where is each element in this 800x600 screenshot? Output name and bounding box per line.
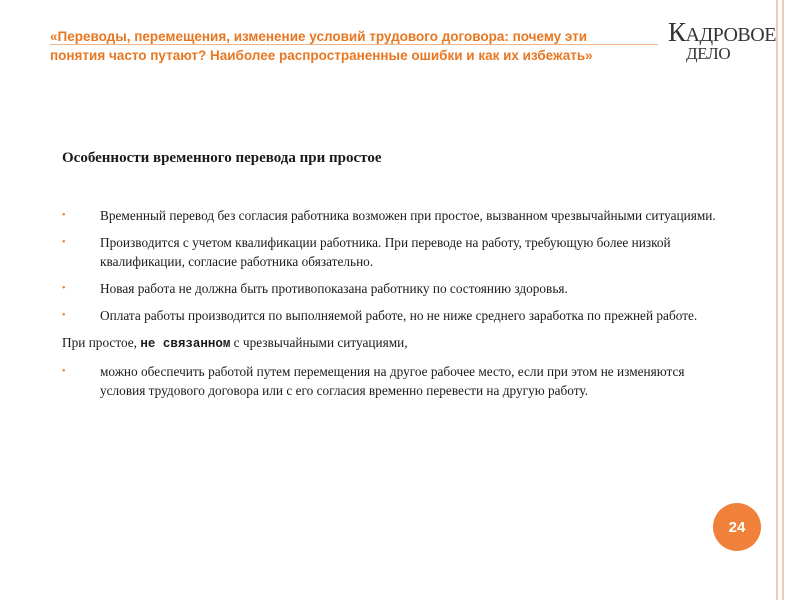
paragraph-before: При простое, xyxy=(62,335,141,350)
bullet-list-2 xyxy=(62,362,722,400)
logo-first-letter: К xyxy=(668,17,686,47)
list-item xyxy=(62,362,722,400)
bullet-icon: • xyxy=(62,237,66,248)
logo-line2: ДЕЛО xyxy=(686,44,731,63)
right-edge-line-inner xyxy=(782,0,784,600)
list-item-text: можно обеспечить работой путем перемещения на другое рабочее место, если при этом не изменяются условия трудового договора или с его согласия временно перевести на другую работу. xyxy=(100,364,685,398)
slide-title xyxy=(50,27,650,65)
logo-line1-rest: АДРОВОЕ xyxy=(685,24,776,46)
list-item xyxy=(62,279,722,298)
list-item-text: Производится с учетом квалификации работника. При переводе на работу, требующую более низкой квалификации, согласие работника обязательно. xyxy=(100,235,671,269)
list-item-text: Новая работа не должна быть противопоказана работнику по состоянию здоровья. xyxy=(100,281,568,296)
list-item-text: Временный перевод без согласия работника возможен при простое, вызванном чрезвычайными ситуациями. xyxy=(100,208,716,223)
paragraph xyxy=(62,333,722,354)
kadrovoe-delo-logo xyxy=(668,17,776,63)
page-number-badge: 24 xyxy=(713,503,761,551)
list-item-text: Оплата работы производится по выполняемой работе, но не ниже среднего заработка по прежней работе. xyxy=(100,308,698,323)
bullet-list xyxy=(62,206,722,325)
bullet-icon: • xyxy=(62,283,66,294)
right-edge-line xyxy=(776,0,778,600)
slide-title-line2: понятия часто путают? Наиболее распространенные ошибки и как их избежать» xyxy=(50,48,593,63)
title-underline xyxy=(50,44,658,45)
list-item xyxy=(62,206,722,225)
slide-title-line1: «Переводы, перемещения, изменение условий трудового договора: почему эти xyxy=(50,29,588,44)
bullet-icon: • xyxy=(62,310,66,321)
section-heading: Особенности временного перевода при простое xyxy=(62,150,382,166)
bullet-icon: • xyxy=(62,210,66,221)
logo-line1 xyxy=(668,17,776,47)
list-item xyxy=(62,306,722,325)
slide-content xyxy=(62,206,722,408)
list-item xyxy=(62,233,722,271)
paragraph-emphasis: не связанном xyxy=(140,337,231,351)
bullet-icon: • xyxy=(62,366,66,377)
paragraph-after: с чрезвычайными ситуациями, xyxy=(230,335,408,350)
